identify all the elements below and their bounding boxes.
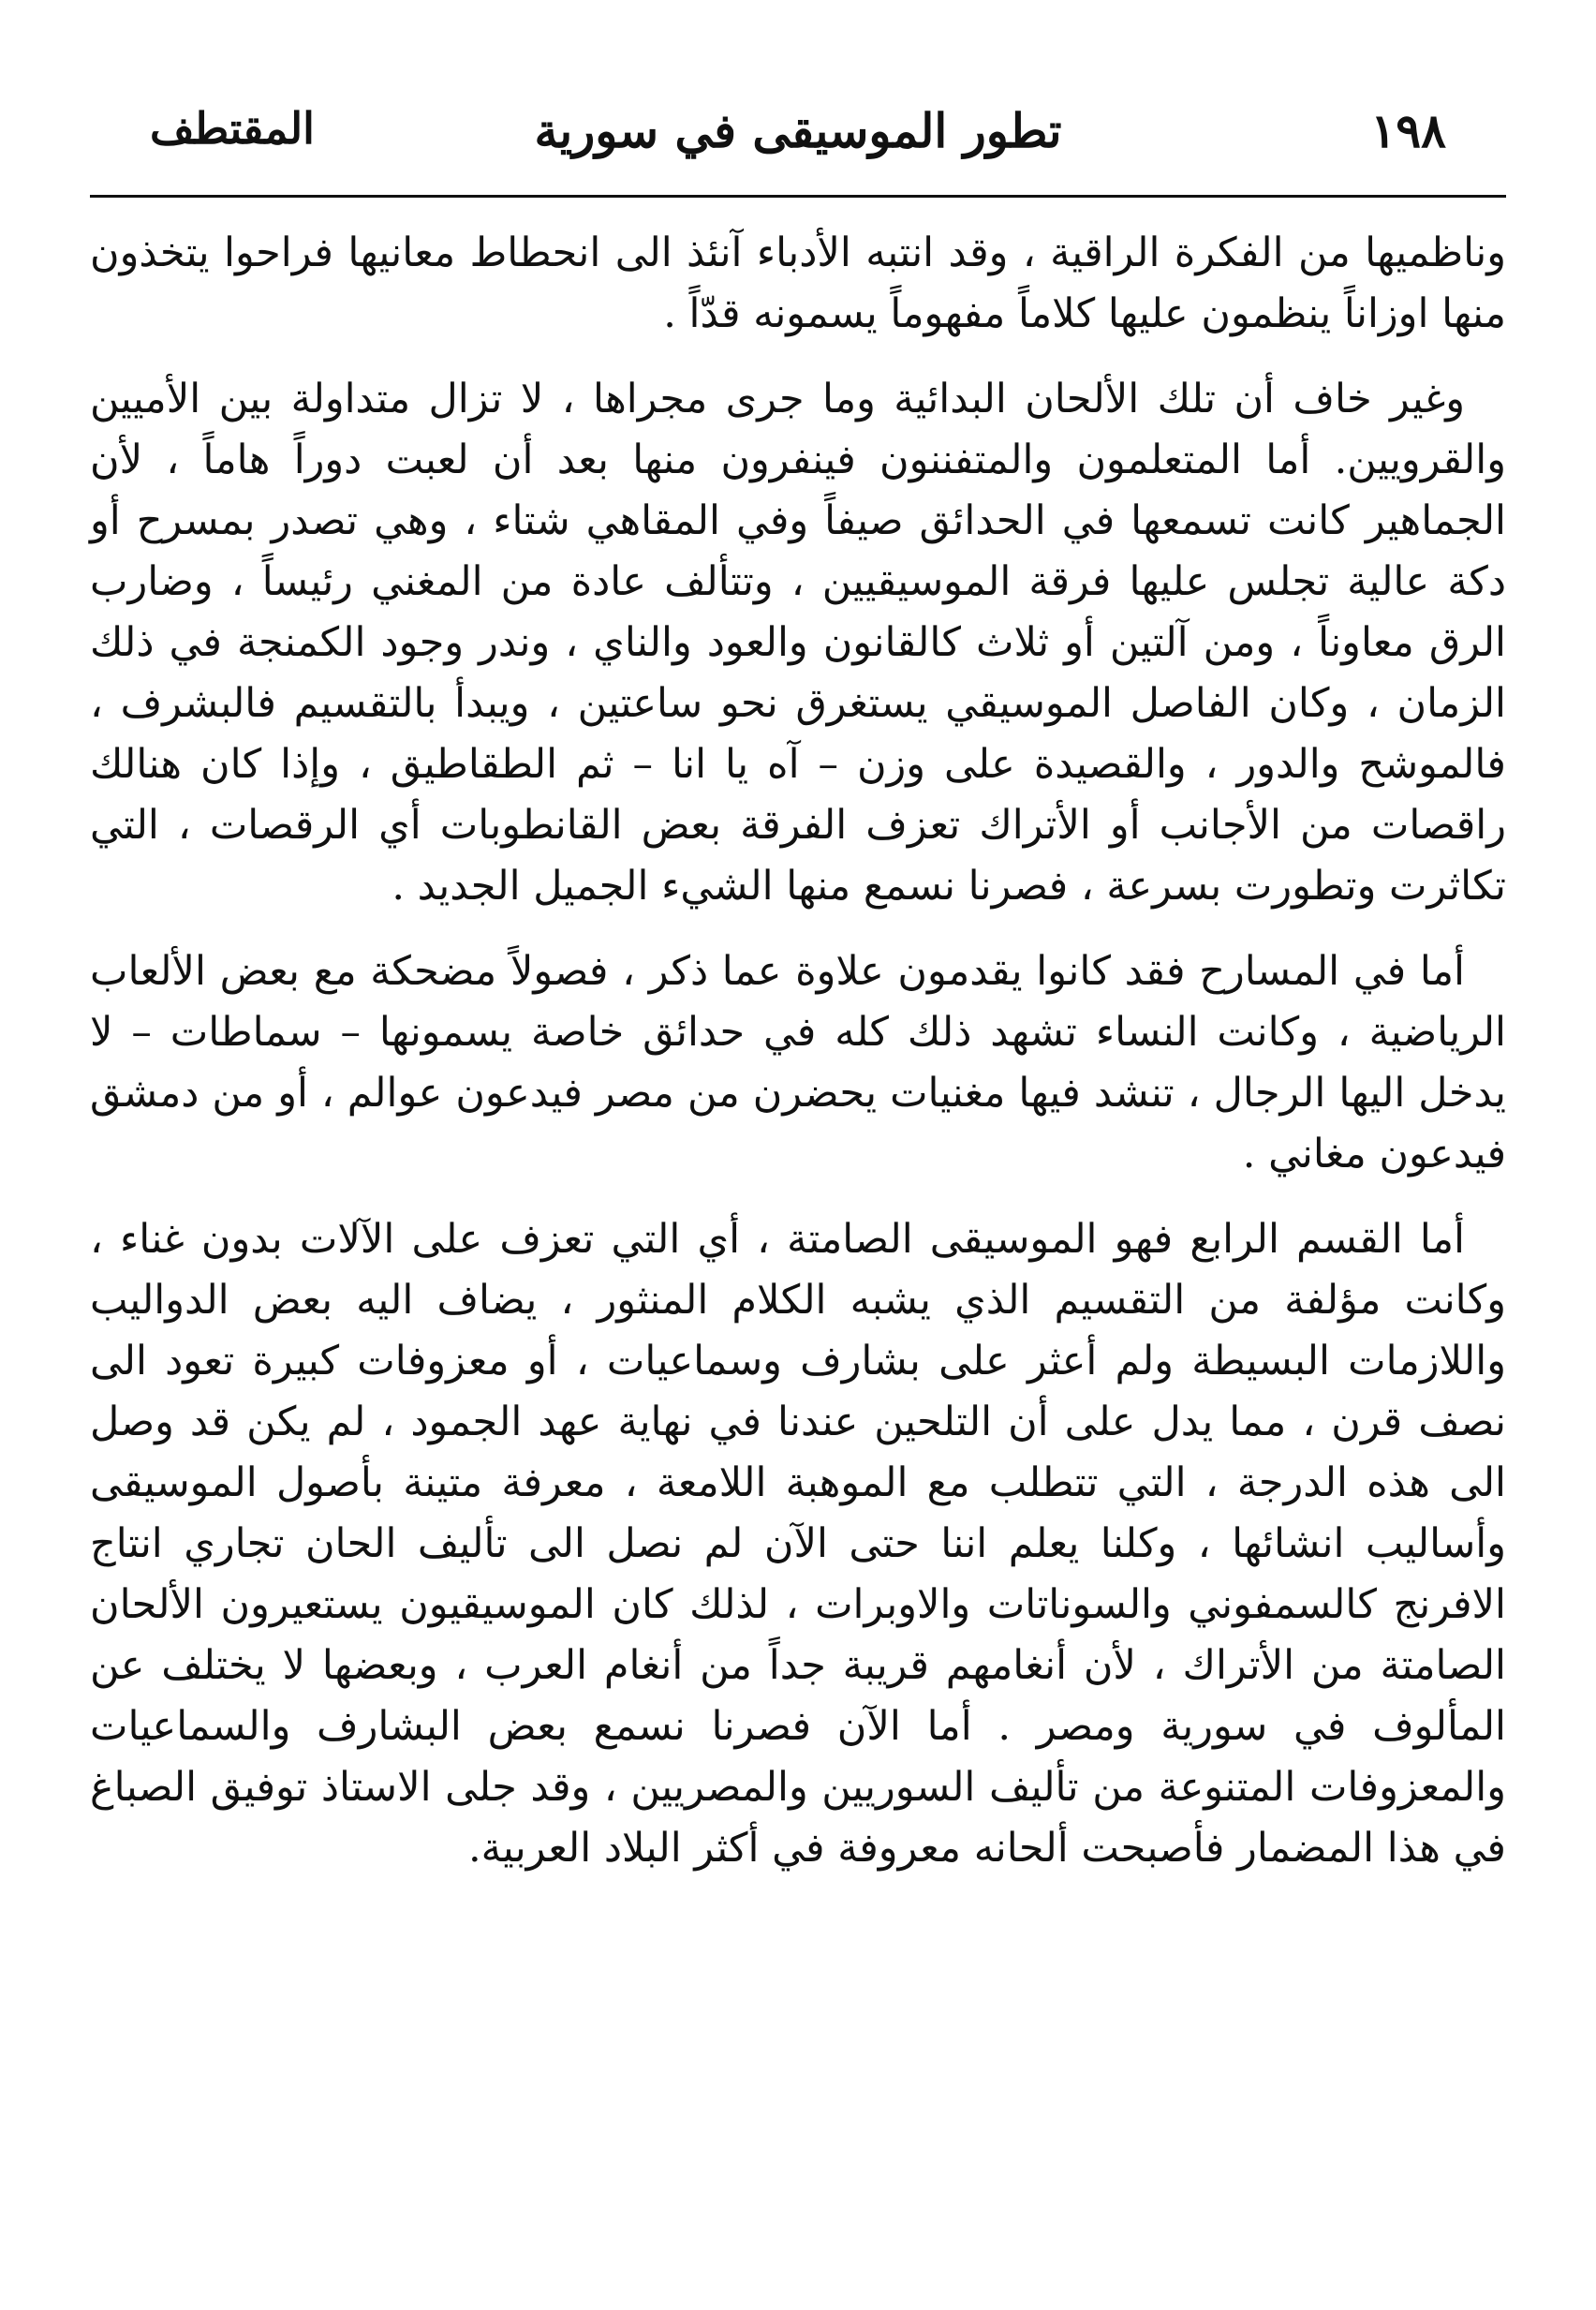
paragraph-3: أما في المسارح فقد كانوا يقدمون علاوة عما ذكر ، فصولاً مضحكة مع بعض الألعاب الرياضية ، وكانت النساء تشهد ذلك كله في حدائق خاصة يسمونها – سماطات – لا يدخل اليها الرجال ، تنشد فيها مغنيات يحضرن من مصر فيدعون عوالم ، أو من دمشق فيدعون مغاني . bbox=[90, 948, 1506, 1177]
page-number: ١٩٨ bbox=[1370, 103, 1446, 158]
paragraph-4: أما القسم الرابع فهو الموسيقى الصامتة ، أي التي تعزف على الآلات بدون غناء ، وكانت مؤلفة من التقسيم الذي يشبه الكلام المنثور ، يضاف اليه بعض الدواليب واللازمات البسيطة ولم أعثر على بشارف وسماعيات ، أو معزوفات كبيرة تعود الى نصف قرن ، مما يدل على أن التلحين عندنا في نهاية عهد الجمود ، لم يكن قد وصل الى هذه الدرجة ، التي تتطلب مع الموهبة اللامعة ، معرفة متينة بأصول الموسيقى وأساليب انشائها ، وكلنا يعلم اننا حتى الآن لم نصل الى تأليف الحان تجاري انتاج الافرنج كالسمفوني والسوناتات والاوبرات ، لذلك كان الموسيقيون يستعيرون الألحان الصامتة من الأتراك ، لأن أنغامهم قريبة جداً من أنغام العرب ، وبعضها لا يختلف عن المألوف في سورية ومصر . أما الآن فصرنا نسمع بعض البشارف والسماعيات والمعزوفات المتنوعة من تأليف السوريين والمصريين ، وقد جلى الاستاذ توفيق الصباغ في هذا المضمار فأصبحت ألحانه معروفة في أكثر البلاد العربية. bbox=[90, 1216, 1507, 1872]
paragraph-2: وغير خاف أن تلك الألحان البدائية وما جرى مجراها ، لا تزال متداولة بين الأميين والقرويين. أما المتعلمون والمتفننون فينفرون منها بعد أن لعبت دوراً هاماً ، لأن الجماهير كانت تسمعها في الحدائق صيفاً وفي المقاهي شتاء ، وهي تصدر بمسرح أو دكة عالية تجلس عليها فرقة الموسيقيين ، وتتألف عادة من المغني رئيساً ، وضارب الرق معاوناً ، ومن آلتين أو ثلاث كالقانون والعود والناي ، وندر وجود الكمنجة في ذلك الزمان ، وكان الفاصل الموسيقي يستغرق نحو ساعتين ، ويبدأ بالتقسيم فالبشرف ، فالموشح والدور ، والقصيدة على وزن – آه يا انا – ثم الطقاطيق ، وإذا كان هنالك راقصات من الأجانب أو الأتراك تعزف الفرقة بعض القانطوبات أي الرقصات ، التي تكاثرت وتطورت بسرعة ، فصرنا نسمع منها الشيء الجميل الجديد . bbox=[90, 376, 1506, 910]
running-title: تطور الموسيقى في سورية bbox=[534, 103, 1062, 158]
paragraph-1: وناظميها من الفكرة الراقية ، وقد انتبه الأدباء آنئذ الى انحطاط معانيها فراحوا يتخذون منها اوزاناً ينظمون عليها كلاماً مفهوماً يسمونه قدّاً . bbox=[90, 230, 1506, 337]
article-body bbox=[90, 223, 1506, 1903]
header-rule bbox=[90, 195, 1506, 198]
journal-name: المقتطف bbox=[150, 103, 315, 154]
page-header bbox=[150, 94, 1446, 178]
